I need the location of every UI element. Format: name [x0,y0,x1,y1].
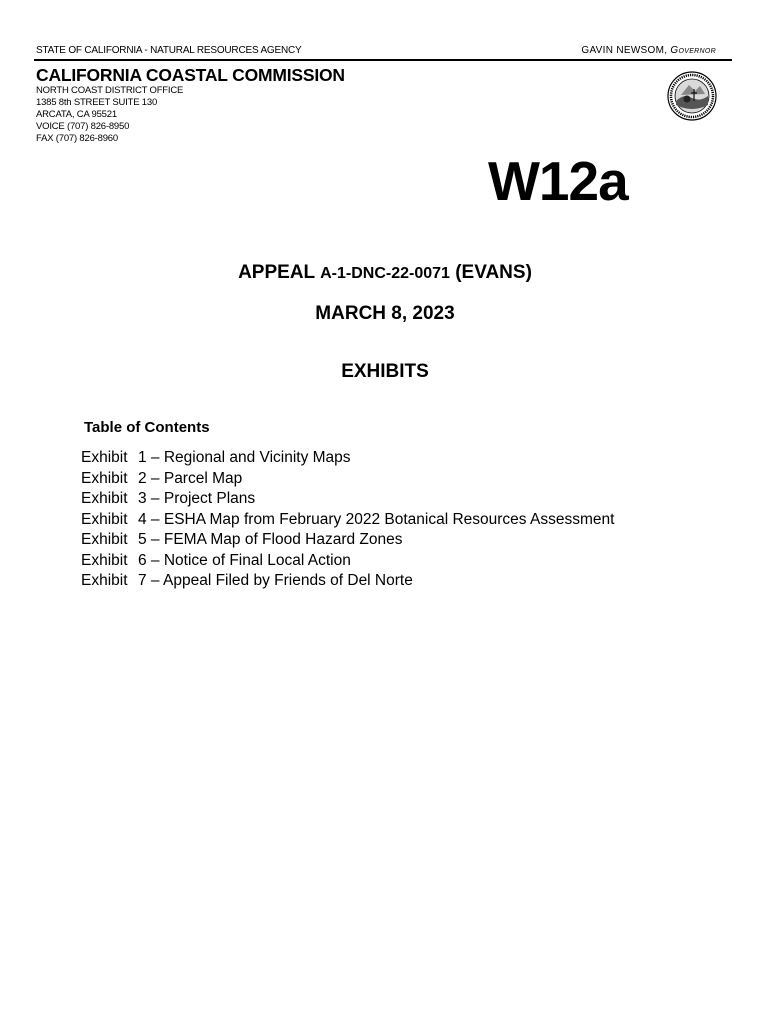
toc-item [81,530,614,551]
toc-item [81,571,614,592]
office-line: FAX (707) 826-8960 [36,133,118,144]
hearing-date: MARCH 8, 2023 [315,303,455,324]
toc-item-text: 4 – ESHA Map from February 2022 Botanical Resources Assessment [138,510,615,528]
header-rule [34,59,732,61]
toc-item-label: Exhibit [81,449,128,466]
toc-item-text: 2 – Parcel Map [138,469,243,487]
toc-title: Table of Contents [84,419,210,436]
exhibits-heading: EXHIBITS [341,361,429,382]
agency-line: STATE OF CALIFORNIA - NATURAL RESOURCES AGENCY [36,45,302,56]
toc-item-text: 6 – Notice of Final Local Action [138,551,351,569]
toc-item-text: 5 – FEMA Map of Flood Hazard Zones [138,531,403,548]
governor-line [581,45,716,56]
toc-item-label: Exhibit [81,469,128,487]
toc-item-label: Exhibit [81,490,128,507]
appeal-suffix: (EVANS) [455,262,532,283]
toc-item [81,510,614,531]
office-line: ARCATA, CA 95521 [36,109,117,120]
toc-item-label: Exhibit [81,510,128,528]
toc-item [81,551,614,572]
office-line: 1385 8th STREET SUITE 130 [36,97,158,108]
toc-item [81,489,614,510]
toc-item-text: 3 – Project Plans [138,490,256,507]
toc-list [81,448,614,592]
commission-name: CALIFORNIA COASTAL COMMISSION [36,65,345,85]
toc-item-label: Exhibit [81,531,128,548]
toc-item-label: Exhibit [81,551,128,569]
office-address [36,85,183,145]
office-line: NORTH COAST DISTRICT OFFICE [36,85,184,96]
office-line: VOICE (707) 826-8950 [36,121,130,132]
agenda-item-code: W12a [488,150,628,212]
toc-item-text: 1 – Regional and Vicinity Maps [138,449,351,466]
appeal-heading [0,262,770,284]
toc-item-label: Exhibit [81,572,128,589]
governor-name: GAVIN NEWSOM, [581,45,668,56]
toc-item-text: 7 – Appeal Filed by Friends of Del Norte [138,572,413,589]
toc-item [81,448,614,469]
appeal-prefix: APPEAL [238,262,315,283]
governor-title: Governor [670,45,716,56]
toc-item [81,469,614,490]
appeal-number: A-1-DNC-22-0071 [320,265,450,282]
state-seal-icon [667,71,717,121]
